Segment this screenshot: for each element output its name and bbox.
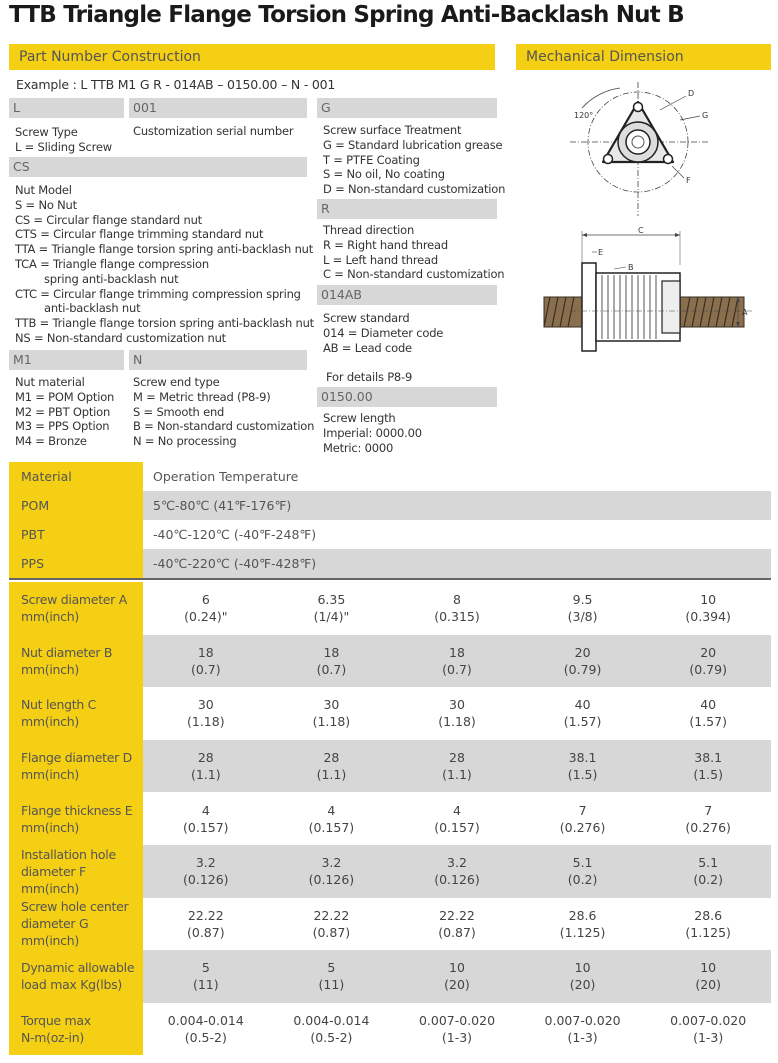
spec-value-metric: 6 [201, 592, 210, 608]
spec-value-metric: 38.1 [694, 750, 723, 766]
spec-value-imperial: (0.5-2) [310, 1030, 353, 1046]
spec-value-imperial: (0.276) [559, 819, 606, 835]
code-R-text: Thread direction R = Right hand thread L = Left hand thread C = Non-standard customization [323, 223, 505, 282]
spec-value-imperial: (0.276) [685, 819, 731, 835]
spec-value-imperial: (0.2) [693, 872, 723, 888]
temperature-row [9, 520, 771, 549]
code-R-bar: R [317, 199, 497, 219]
spec-value-cell [645, 1003, 771, 1056]
spec-value-metric: 0.007-0.020 [670, 1013, 747, 1029]
spec-value-cell [269, 635, 395, 688]
spec-value-imperial: (0.157) [183, 819, 229, 835]
spec-row [9, 582, 771, 635]
spec-value-imperial: (1.125) [559, 924, 606, 940]
spec-value-imperial: (0.79) [563, 661, 602, 677]
spec-value-imperial: (0.157) [308, 819, 355, 835]
spec-value-metric: 0.004-0.014 [293, 1013, 370, 1029]
spec-value-metric: 5.1 [698, 855, 719, 871]
spec-value-cell [143, 845, 269, 898]
spec-value-metric: 40 [700, 697, 717, 713]
spec-value-imperial: (11) [192, 977, 219, 993]
code-N-text: Screw end type M = Metric thread (P8-9) S = Smooth end B = Non-standard customization N = No processing [133, 375, 315, 449]
temperature-header-material: Material [9, 462, 143, 491]
material-cell: PPS [9, 549, 143, 578]
spec-value-imperial: (1.1) [190, 767, 221, 783]
code-L-text: Screw Type L = Sliding Screw [15, 125, 112, 154]
spec-value-cell [394, 740, 520, 793]
spec-value-cell [520, 582, 646, 635]
spec-label: Dynamic allowable load max Kg(lbs) [9, 950, 143, 1003]
temperature-header-row [9, 462, 771, 491]
spec-value-imperial: (0.126) [308, 872, 355, 888]
spec-value-cell [394, 582, 520, 635]
spec-row [9, 950, 771, 1003]
code-M1-bar: M1 [9, 350, 124, 370]
spec-value-metric: 18 [197, 644, 214, 660]
temperature-header-range: Operation Temperature [153, 469, 299, 484]
spec-value-imperial: (20) [695, 977, 721, 993]
code-G-text: Screw surface Treatment G = Standard lubrication grease T = PTFE Coating S = No oil, No coating D = Non-standard customization [323, 123, 506, 197]
spec-value-cell [520, 950, 646, 1003]
spec-value-cell [394, 845, 520, 898]
code-CS-text: Nut Model S = No Nut CS = Circular flange standard nut CTS = Circular flange trimming standard nut TTA = Triangle flange torsion spring anti-backlash nut TCA = Triangle flange compression spring anti-backlash nut CTC = Circular flange trimming compression spring anti-backlash nut TTB = Triangle flange torsion spring anti-backlash nut NS = Non-standard customization nut [15, 183, 314, 345]
spec-label: Torque max N-m(oz-in) [9, 1003, 143, 1056]
spec-value-metric: 6.35 [317, 592, 346, 608]
spec-label: Nut length C mm(inch) [9, 687, 143, 740]
spec-value-imperial: (1.1) [442, 767, 472, 783]
spec-value-cell [520, 898, 646, 951]
spec-value-imperial: (0.157) [434, 819, 480, 835]
spec-value-metric: 22.22 [313, 907, 350, 923]
spec-value-cell [269, 582, 395, 635]
page-title: TTB Triangle Flange Torsion Spring Anti-Backlash Nut B [9, 2, 684, 28]
spec-value-metric: 20 [574, 644, 591, 660]
spec-value-cell [520, 687, 646, 740]
spec-value-imperial: (1/4)" [313, 609, 350, 625]
spec-value-cell [520, 1003, 646, 1056]
label-C: C [638, 226, 644, 235]
spec-value-imperial: (0.79) [689, 661, 727, 677]
label-E: E [598, 248, 604, 257]
spec-value-cell [269, 740, 395, 793]
part-number-example: Example : L TTB M1 G R - 014AB – 0150.00 – N - 001 [16, 77, 336, 92]
spec-value-metric: 18 [449, 644, 465, 660]
spec-value-metric: 4 [453, 802, 461, 818]
spec-value-imperial: (1.18) [187, 714, 225, 730]
spec-label: Flange thickness E mm(inch) [9, 792, 143, 845]
code-N-bar: N [129, 350, 307, 370]
spec-value-cell [394, 898, 520, 951]
spec-label: Nut diameter B mm(inch) [9, 635, 143, 688]
spec-value-cell [143, 635, 269, 688]
spec-value-cell [645, 582, 771, 635]
spec-value-metric: 18 [323, 644, 340, 660]
spec-value-cell [394, 687, 520, 740]
spec-value-cell [143, 898, 269, 951]
spec-value-cell [269, 898, 395, 951]
temperature-cell: -40℃-120℃ (-40℉-248℉) [143, 520, 771, 549]
spec-value-cell [143, 740, 269, 793]
spec-value-cell [645, 740, 771, 793]
spec-row [9, 792, 771, 845]
spec-value-cell [520, 740, 646, 793]
spec-value-metric: 5 [327, 960, 336, 976]
spec-value-cell [269, 1003, 395, 1056]
spec-value-metric: 28.6 [694, 907, 723, 923]
spec-value-metric: 3.2 [321, 855, 342, 871]
spec-value-metric: 0.007-0.020 [418, 1013, 496, 1029]
spec-value-cell [645, 635, 771, 688]
spec-value-metric: 0.007-0.020 [544, 1013, 621, 1029]
temperature-table [9, 462, 771, 578]
spec-value-imperial: (1-3) [441, 1030, 473, 1046]
spec-value-metric: 4 [201, 802, 210, 818]
spec-value-cell [520, 792, 646, 845]
temperature-cell: 5℃-80℃ (41℉-176℉) [143, 491, 771, 520]
spec-value-metric: 28 [323, 750, 340, 766]
temperature-cell: -40℃-220℃ (-40℉-428℉) [143, 549, 771, 578]
spec-value-imperial: (1.57) [689, 714, 727, 730]
spec-value-imperial: (1.5) [567, 767, 598, 783]
spec-value-cell [269, 950, 395, 1003]
spec-value-imperial: (20) [444, 977, 470, 993]
details-reference: For details P8-9 [326, 370, 413, 384]
spec-value-cell [645, 792, 771, 845]
spec-value-imperial: (0.7) [442, 661, 472, 677]
label-A: A [742, 308, 748, 317]
spec-value-cell [394, 1003, 520, 1056]
label-G: G [702, 111, 709, 120]
spec-value-imperial: (11) [318, 977, 345, 993]
spec-value-imperial: (0.24)" [184, 609, 228, 625]
temperature-row [9, 491, 771, 520]
spec-value-metric: 28 [449, 750, 465, 766]
spec-value-cell [520, 635, 646, 688]
spec-label: Flange diameter D mm(inch) [9, 740, 143, 793]
code-014AB-bar: 014AB [317, 285, 497, 305]
code-serial-bar: 001 [129, 98, 307, 118]
spec-value-cell [394, 792, 520, 845]
spec-value-imperial: (1.57) [563, 714, 602, 730]
spec-value-imperial: (1-3) [567, 1030, 598, 1046]
spec-value-metric: 5 [201, 960, 210, 976]
spec-value-cell [143, 1003, 269, 1056]
angle-label: 120° [574, 111, 594, 120]
spec-value-imperial: (0.5-2) [184, 1030, 227, 1046]
spec-value-metric: 22.22 [439, 907, 475, 923]
spec-value-cell [394, 635, 520, 688]
front-view-drawing [560, 80, 720, 220]
spec-value-imperial: (1.5) [693, 767, 723, 783]
spec-value-metric: 4 [327, 802, 336, 818]
spec-value-metric: 0.004-0.014 [167, 1013, 244, 1029]
spec-value-metric: 7 [578, 802, 587, 818]
spec-value-cell [520, 845, 646, 898]
spec-value-imperial: (0.7) [190, 661, 221, 677]
spec-value-metric: 10 [574, 960, 591, 976]
mechanical-header: Mechanical Dimension [516, 44, 771, 70]
code-G-bar: G [317, 98, 497, 118]
spec-value-metric: 30 [323, 697, 340, 713]
spec-value-metric: 40 [574, 697, 591, 713]
spec-value-cell [143, 950, 269, 1003]
spec-value-imperial: (0.87) [187, 924, 225, 940]
spec-value-imperial: (20) [569, 977, 596, 993]
spec-value-cell [143, 582, 269, 635]
spec-value-metric: 30 [449, 697, 465, 713]
spec-table [9, 582, 771, 1055]
spec-value-metric: 9.5 [572, 592, 593, 608]
code-014AB-text: Screw standard 014 = Diameter code AB = Lead code [323, 311, 444, 355]
table-divider [9, 578, 771, 580]
spec-value-metric: 38.1 [568, 750, 597, 766]
side-view-drawing [540, 225, 755, 360]
spec-label: Screw hole center diameter G mm(inch) [9, 898, 143, 951]
spec-row [9, 898, 771, 951]
spec-value-imperial: (0.2) [567, 872, 598, 888]
spec-value-metric: 10 [700, 960, 717, 976]
spec-value-cell [394, 950, 520, 1003]
spec-label: Screw diameter A mm(inch) [9, 582, 143, 635]
spec-value-cell [269, 845, 395, 898]
spec-row [9, 687, 771, 740]
spec-value-imperial: (0.394) [685, 609, 731, 625]
spec-value-metric: 30 [197, 697, 214, 713]
spec-value-metric: 10 [700, 592, 717, 608]
spec-value-imperial: (0.126) [183, 872, 229, 888]
spec-value-imperial: (3/8) [567, 609, 598, 625]
material-cell: PBT [9, 520, 143, 549]
part-number-header: Part Number Construction [9, 44, 495, 70]
spec-value-imperial: (1.18) [438, 714, 476, 730]
spec-label: Installation hole diameter F mm(inch) [9, 845, 143, 898]
spec-value-metric: 10 [449, 960, 465, 976]
spec-value-imperial: (1.125) [685, 924, 731, 940]
material-cell: POM [9, 491, 143, 520]
spec-value-imperial: (0.7) [316, 661, 347, 677]
spec-row [9, 635, 771, 688]
spec-value-cell [645, 950, 771, 1003]
code-M1-text: Nut material M1 = POM Option M2 = PBT Option M3 = PPS Option M4 = Bronze [15, 375, 115, 449]
spec-row [9, 740, 771, 793]
spec-value-cell [645, 687, 771, 740]
spec-value-imperial: (1.1) [316, 767, 347, 783]
code-length-bar: 0150.00 [317, 387, 497, 407]
spec-value-imperial: (1.18) [312, 714, 351, 730]
code-L-bar: L [9, 98, 124, 118]
spec-value-cell [143, 687, 269, 740]
spec-value-cell [269, 792, 395, 845]
spec-value-metric: 7 [704, 802, 713, 818]
spec-value-imperial: (0.315) [434, 609, 480, 625]
spec-value-metric: 28.6 [568, 907, 597, 923]
spec-row [9, 845, 771, 898]
spec-value-metric: 8 [453, 592, 461, 608]
spec-value-metric: 3.2 [447, 855, 467, 871]
spec-value-metric: 5.1 [572, 855, 593, 871]
spec-value-imperial: (0.126) [434, 872, 480, 888]
spec-value-imperial: (0.87) [438, 924, 476, 940]
label-B: B [628, 263, 634, 272]
spec-value-metric: 20 [700, 644, 717, 660]
code-serial-text: Customization serial number [133, 124, 294, 138]
spec-value-metric: 3.2 [195, 855, 216, 871]
code-CS-bar: CS [9, 157, 307, 177]
spec-row [9, 1003, 771, 1056]
code-length-text: Screw length Imperial: 0000.00 Metric: 0000 [323, 411, 422, 455]
spec-value-cell [645, 845, 771, 898]
spec-value-imperial: (1-3) [693, 1030, 724, 1046]
label-D: D [688, 89, 695, 98]
label-F: F [686, 176, 691, 185]
spec-value-imperial: (0.87) [312, 924, 351, 940]
spec-value-cell [269, 687, 395, 740]
spec-value-cell [143, 792, 269, 845]
spec-value-metric: 28 [197, 750, 214, 766]
spec-value-cell [645, 898, 771, 951]
temperature-row [9, 549, 771, 578]
spec-value-metric: 22.22 [187, 907, 224, 923]
